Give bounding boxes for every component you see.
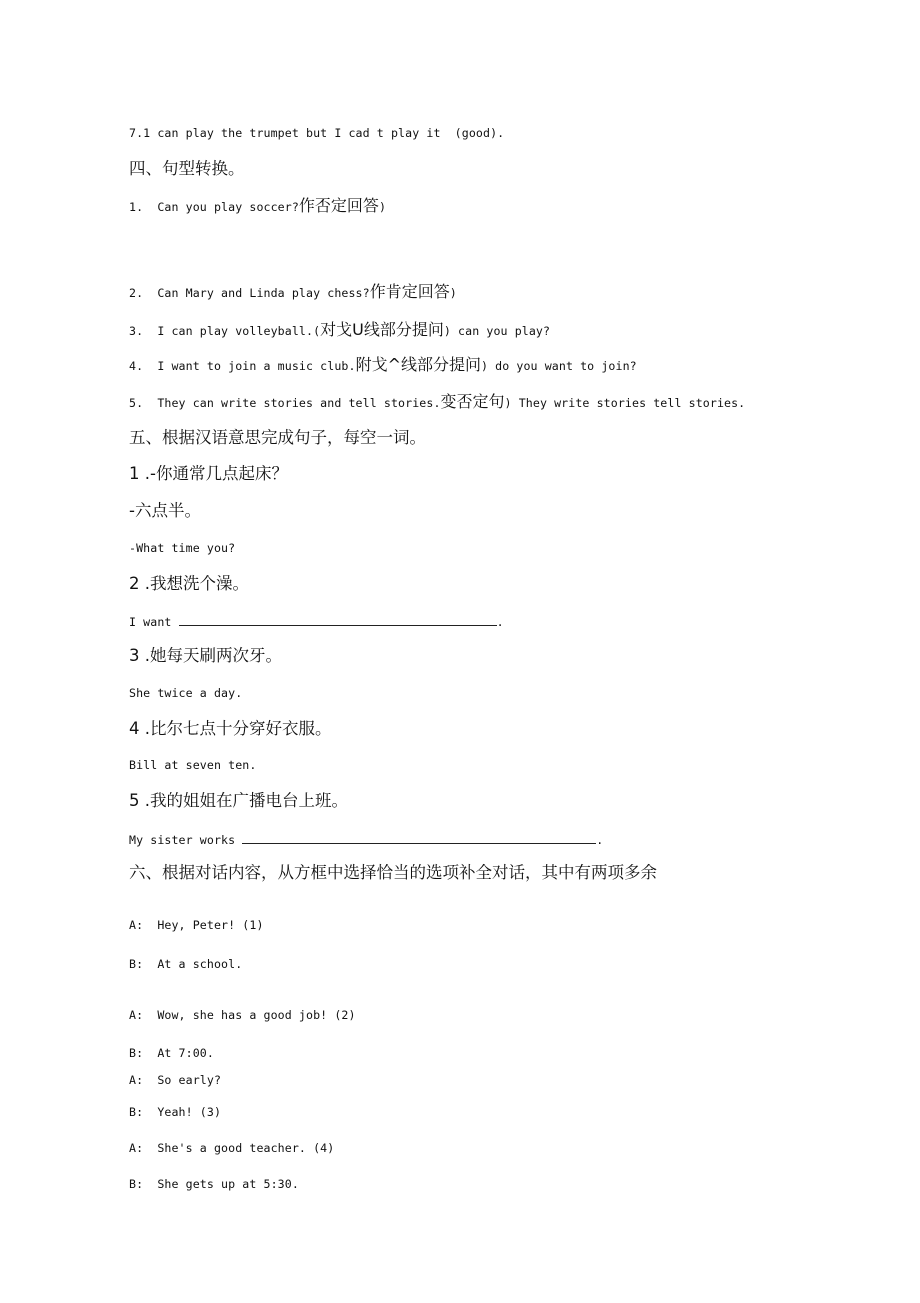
section5-q1-cn-question: 1 .-你通常几点起床？ <box>129 464 288 483</box>
item-text-cn: 对戈U线部分提问 <box>320 320 444 339</box>
q2-suffix: . <box>496 615 504 629</box>
item-text-tail: ) do you want to join? <box>480 359 637 373</box>
item-text-en: 3. I can play volleyball.( <box>129 324 321 338</box>
item-text-tail: ) can you play? <box>443 324 551 338</box>
q2-prefix: I want <box>129 615 179 629</box>
section4-item-3 <box>129 322 550 339</box>
item-text-en: 5. They can write stories and tell stories. <box>129 396 441 410</box>
dialogue-line: A: She's a good teacher. (4) <box>129 1141 335 1155</box>
section6-title: 六、根据对话内容，从方框中选择恰当的选项补全对话，其中有两项多余 <box>129 863 657 882</box>
section5-q5-en <box>129 833 603 847</box>
section5-title: 五、根据汉语意思完成句子，每空一词。 <box>129 428 426 447</box>
section5-q2-cn: 2 .我想洗个澡。 <box>129 574 249 593</box>
section5-q1-en: -What time you? <box>129 541 236 555</box>
item-text-en: 1. Can you play soccer? <box>129 200 299 214</box>
item-text-cn: 变否定句 <box>440 392 505 411</box>
dialogue-line: A: So early? <box>129 1073 222 1087</box>
section3-item-7: 7.1 can play the trumpet but I cad t play it (good). <box>129 126 505 140</box>
dialogue-line: A: Wow, she has a good job! (2) <box>129 1008 356 1022</box>
q5-answer-blank[interactable] <box>242 833 596 844</box>
section4-title: 四、句型转换。 <box>129 159 245 178</box>
section4-item-5 <box>129 394 745 411</box>
dialogue-line: B: Yeah! (3) <box>129 1105 222 1119</box>
item-text-cn: 作否定回答 <box>298 196 379 215</box>
section5-q4-en: Bill at seven ten. <box>129 758 257 772</box>
item-text-en: 4. I want to join a music club. <box>129 359 356 373</box>
item-text-tail: ) They write stories tell stories. <box>504 396 746 410</box>
item-text-tail: ) <box>378 200 387 214</box>
item-text-tail: ) <box>449 286 457 300</box>
section5-q3-en: She twice a day. <box>129 686 243 700</box>
section5-q5-cn: 5 .我的姐姐在广播电台上班。 <box>129 791 348 810</box>
dialogue-line: B: She gets up at 5:30. <box>129 1177 299 1191</box>
section5-q3-cn: 3 .她每天刷两次牙。 <box>129 646 282 665</box>
dialogue-line: B: At 7:00. <box>129 1046 214 1060</box>
section4-item-2 <box>129 284 457 301</box>
section5-q4-cn: 4 .比尔七点十分穿好衣服。 <box>129 719 332 738</box>
item-text-cn: 附戈^线部分提问 <box>355 355 481 374</box>
item-text-cn: 作肯定回答 <box>369 282 450 301</box>
q2-answer-blank[interactable] <box>179 615 497 626</box>
section4-item-1 <box>129 198 386 215</box>
section4-item-4 <box>129 357 637 374</box>
item-text-en: 2. Can Mary and Linda play chess? <box>129 286 370 300</box>
dialogue-line: B: At a school. <box>129 957 243 971</box>
q5-suffix: . <box>596 833 604 847</box>
section5-q2-en <box>129 615 504 629</box>
dialogue-line: A: Hey, Peter! (1) <box>129 918 264 932</box>
q5-prefix: My sister works <box>129 833 243 847</box>
section5-q1-cn-answer: -六点半。 <box>129 501 201 520</box>
